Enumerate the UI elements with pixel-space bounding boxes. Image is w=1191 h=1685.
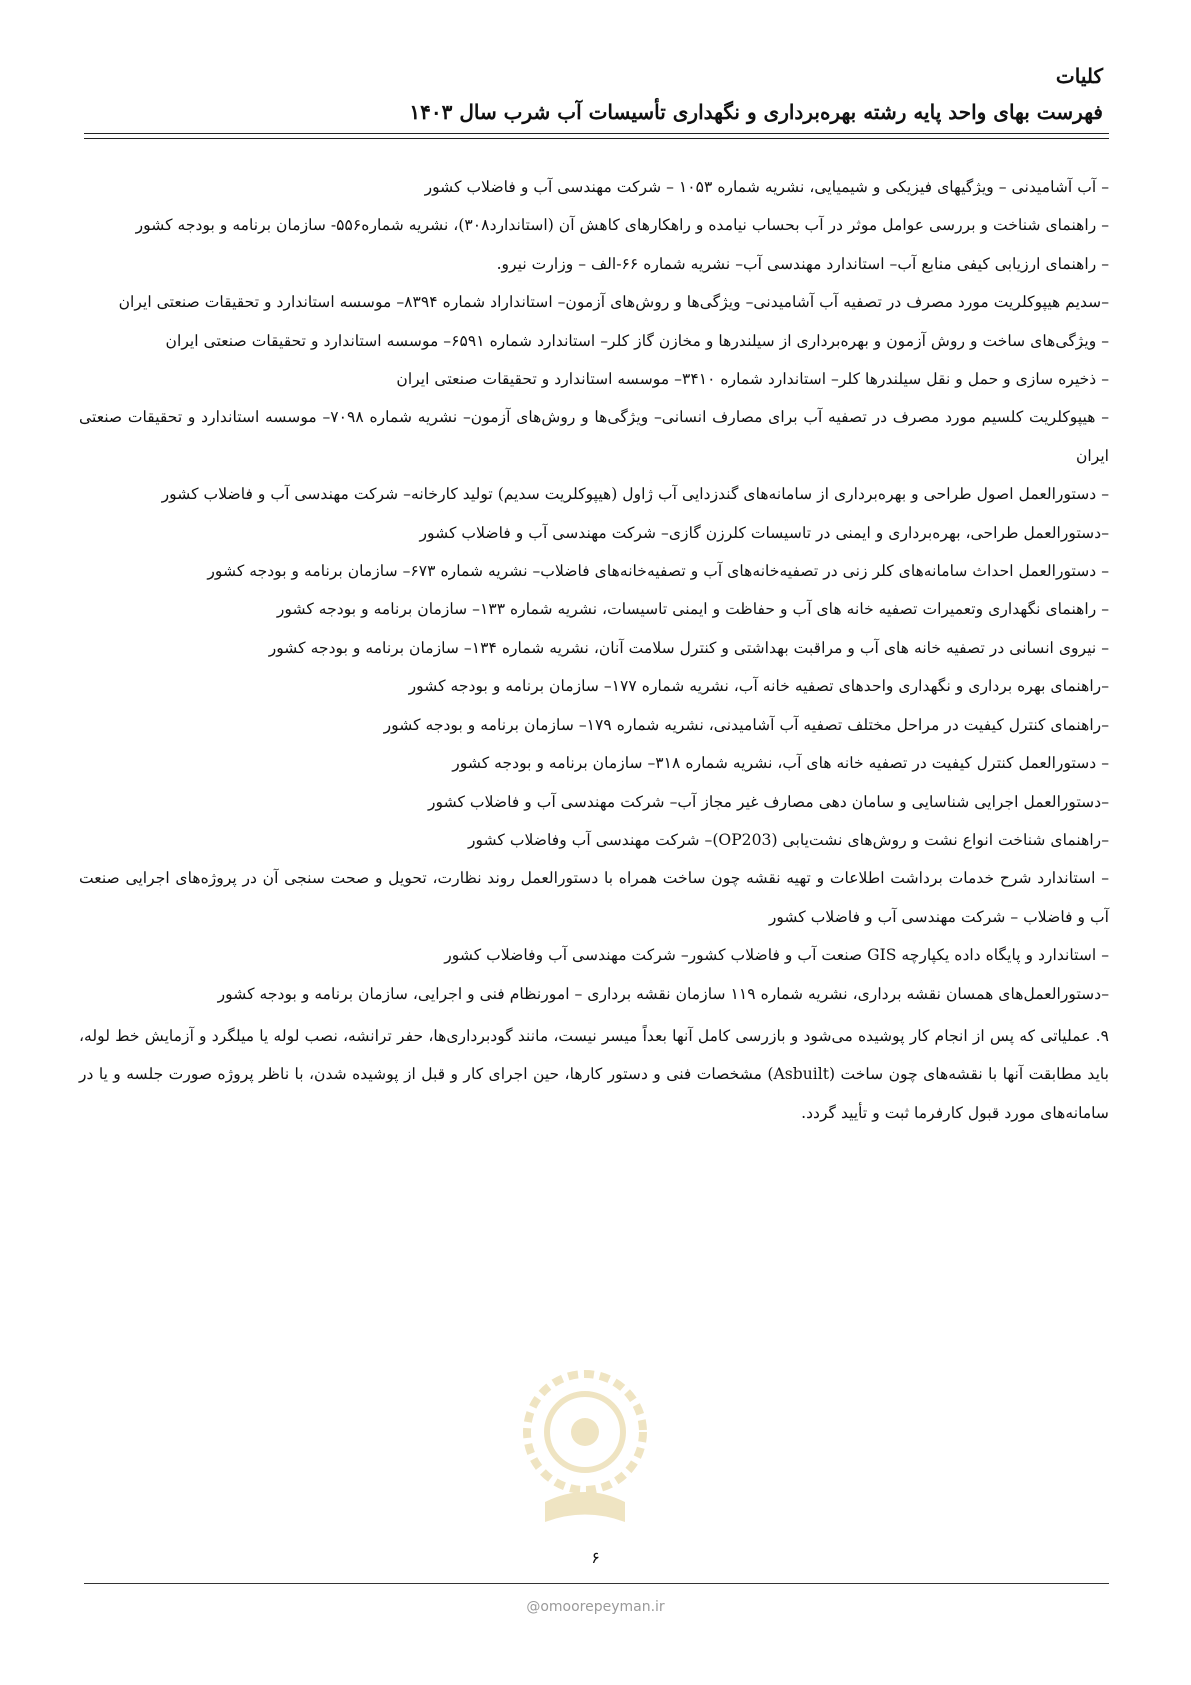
watermark-website: @omoorepeyman.ir <box>526 1599 665 1615</box>
reference-item: – آب آشامیدنی – ویژگیهای فیزیکی و شیمیایی، نشریه شماره ۱۰۵۳ – شرکت مهندسی آب و فاضلاب کشور <box>424 178 1109 196</box>
section-heading: کلیات <box>1055 64 1103 88</box>
reference-item: – استاندارد و پایگاه داده یکپارچه GIS صنعت آب و فاضلاب کشور– شرکت مهندسی آب وفاضلاب کشور <box>444 946 1109 965</box>
reference-item: –سدیم هیپوکلریت مورد مصرف در تصفیه آب آشامیدنی– ویژگی‌ها و روش‌های آزمون– استانداراد شماره ۸۳۹۴– موسسه استاندارد و تحقیقات صنعتی ایران <box>118 293 1109 312</box>
reference-item: – دستورالعمل کنترل کیفیت در تصفیه خانه های آب، نشریه شماره ۳۱۸– سازمان برنامه و بودجه کشور <box>452 754 1109 773</box>
reference-item: – راهنمای ارزیابی کیفی منابع آب– استاندارد مهندسی آب– نشریه شماره ۶۶-الف – وزارت نیرو. <box>496 254 1109 273</box>
reference-item: –راهنمای شناخت انواع نشت و روش‌های نشت‌یابی (OP203)– شرکت مهندسی آب وفاضلاب کشور <box>467 830 1109 849</box>
reference-item: –دستورالعمل اجرایی شناسایی و سامان دهی مصارف غیر مجاز آب– شرکت مهندسی آب و فاضلاب کشور <box>428 792 1109 811</box>
reference-item: – دستورالعمل احداث سامانه‌های کلر زنی در تصفیه‌خانه‌های آب و تصفیه‌خانه‌های فاضلاب– نشریه شماره ۶۷۳– سازمان برنامه و بودجه کشور <box>207 562 1109 581</box>
page-number: ۶ <box>591 1548 600 1567</box>
reference-item: –راهنمای کنترل کیفیت در مراحل مختلف تصفیه آب آشامیدنی، نشریه شماره ۱۷۹– سازمان برنامه و بودجه کشور <box>383 715 1109 734</box>
reference-item: – استاندارد شرح خدمات برداشت اطلاعات و تهیه نقشه چون ساخت همراه با دستورالعمل روند نظارت، تحویل و صحت سنجی آن در پروژه‌های اجرایی صنعت آب و فاضلاب – شرکت مهندسی آب و فاضلاب کشور <box>79 869 1109 926</box>
reference-item: – راهنمای شناخت و بررسی عوامل موثر در آب بحساب نیامده و راهکارهای کاهش آن (استاندارد۳۰۸)، نشریه شماره۵۵۶- سازمان برنامه و بودجه کشور <box>135 216 1109 235</box>
document-title: فهرست بهای واحد پایه رشته بهره‌برداری و نگهداری تأسیسات آب شرب سال ۱۴۰۳ <box>409 100 1103 124</box>
footer-rule <box>84 1583 1109 1584</box>
numbered-clause-9: ۹. عملیاتی که پس از انجام کار پوشیده می‌شود و بازرسی کامل آنها بعداً میسر نیست، مانند گودبرداری‌ها، حفر ترانشه، نصب لوله یا میلگرد و آزمایش خط لوله، باید مطابقت آنها با نقشه‌های چون ساخت (Asbuilt) مشخصات فنی و دستور کارها، حین اجرای کار و قبل از پوشیده شدن، با ناظر پروژه صورت جلسه و یا در سامانه‌های مورد قبول کارفرما ثبت و تأیید گردد. <box>79 1026 1109 1122</box>
reference-item: – ویژگی‌های ساخت و روش آزمون و بهره‌برداری از سیلندرها و مخازن گاز کلر– استاندارد شماره ۶۵۹۱– موسسه استاندارد و تحقیقات صنعتی ایران <box>165 331 1109 350</box>
reference-item: –راهنمای بهره برداری و نگهداری واحدهای تصفیه خانه آب، نشریه شماره ۱۷۷– سازمان برنامه و بودجه کشور <box>408 677 1109 696</box>
reference-item: – ذخیره سازی و حمل و نقل سیلندرها کلر– استاندارد شماره ۳۴۱۰– موسسه استاندارد و تحقیقات صنعتی ایران <box>396 370 1109 389</box>
reference-item: – دستورالعمل اصول طراحی و بهره‌برداری از سامانه‌های گندزدایی آب ژاول (هیپوکلریت سدیم) تولید کارخانه– شرکت مهندسی آب و فاضلاب کشور <box>161 485 1109 504</box>
reference-item: – هیپوکلریت کلسیم مورد مصرف در تصفیه آب برای مصارف انسانی– ویژگی‌ها و روش‌های آزمون– نشریه شماره ۷۰۹۸– موسسه استاندارد و تحقیقات صنعتی ایران <box>79 408 1109 465</box>
reference-item: –دستورالعمل‌های همسان نقشه برداری، نشریه شماره ۱۱۹ سازمان نقشه برداری – امورنظام فنی و اجرایی، سازمان برنامه و بودجه کشور <box>217 984 1109 1003</box>
reference-item: –دستورالعمل طراحی، بهره‌برداری و ایمنی در تاسیسات کلرزن گازی– شرکت مهندسی آب و فاضلاب کشور <box>419 523 1109 542</box>
reference-item: – راهنمای نگهداری وتعمیرات تصفیه خانه های آب و حفاظت و ایمنی تاسیسات، نشریه شماره ۱۳۳– سازمان برنامه و بودجه کشور <box>276 600 1109 619</box>
header-rule-top <box>84 133 1109 134</box>
reference-item: – نیروی انسانی در تصفیه خانه های آب و مراقبت بهداشتی و کنترل سلامت آنان، نشریه شماره ۱۳۴– سازمان برنامه و بودجه کشور <box>268 638 1109 657</box>
header-rule-bottom <box>84 138 1109 139</box>
references-body <box>79 168 1109 1132</box>
watermark-logo <box>505 1362 665 1542</box>
